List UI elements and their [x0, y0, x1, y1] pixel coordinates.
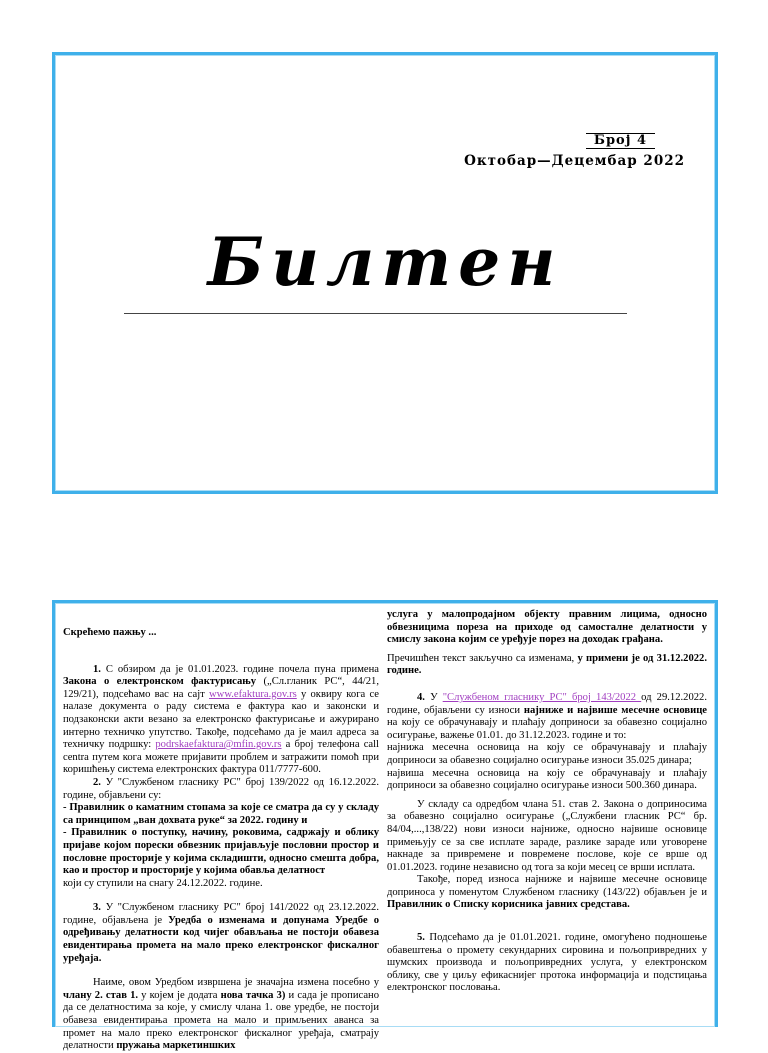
item-2-effective: који су ступили на снагу 24.12.2022. године. [63, 877, 263, 889]
item-1-text-d: у оквиру кога се налазе документа о раду система е фактура као и законски и подзаконски акти везано за електронско фактурисање и ажурирано интерно техничко упутство. Такође, подсећамо да је маил адреса за техничку подршку: [63, 688, 379, 751]
item-2-rulebook-2: - Правилник о поступку, начину, роковима, садржају и облику пријаве којом порески обвезник пријављује пословни простор и пословне просторије у којима складишти, односно смешта добра, као и простор и просторије у којима обавља делатност [63, 827, 379, 877]
item-4-text-d: на коју се обрачунавају и плаћају доприноси за обавезно социјално осигурање, важење 01.01. до 31.12.2023. године и то: [387, 717, 707, 741]
cleaned-text-a: Пречишћен текст закључно са изменама, [387, 652, 578, 664]
title-divider [124, 313, 627, 314]
item-4-rulebook: Правилник о Списку корисника јавних средстава. [387, 899, 630, 911]
item-3-details [63, 977, 379, 1053]
item-3-regulation: Уредба о изменама и допунама Уредбе о одређивању делатности код чијег обављања не постоји обавеза евидентирања промета на мало преко електронског фискалног уређаја. [63, 914, 379, 964]
support-email-link[interactable]: podrskaefaktura@mfin.gov.rs [155, 739, 282, 751]
item-2-text-a: У "Службеном гласнику РС" број 139/2022 од 16.12.2022. године, објављени су: [63, 776, 379, 801]
item-1-law-name: Закона о електронском фактурисању [63, 676, 257, 688]
item-4-also [387, 874, 707, 912]
item-4-law-reference: У складу са одредбом члана 51. став 2. Закона о доприносима за обавезно социјално осигурање („Службени гласник РС“ бр. 84/04,...,138/22) нови износи најниже, односно највише основице примењују се за све исплате зараде, разлике зараде или уговорене накнаде за привремене и повремене послове, које се врше од 01.01.2023. године независно од тога за који месец се врши исплата. [387, 798, 707, 873]
item-5-text-a: Подсећамо да је 01.01.2021. године, омогућено подношење обавештења о промету секундарних сировина и пољопривредних у шумских производа и пољопривредних услуга, у електронском облику, све у циљу ефикаснијег протока информација и подстицања електронског пословања. [387, 932, 707, 994]
item-4-max-base: највиша месечна основица на коју се обрачунавају и плаћају доприноси за обавезно социјално осигурање износи 500.360 динара. [387, 767, 707, 792]
issue-number: Број 4 [586, 133, 655, 149]
gazette-143-link[interactable]: "Службеном гласнику РС" број 143/2022 [442, 691, 642, 703]
item-4-text-h: Такође, поред износа најниже и највише месечне основице доприноса у поменутом Службеном гласнику (143/22) објављен је и [387, 874, 707, 898]
item-1-number: 1. [93, 663, 101, 675]
left-column [63, 603, 379, 1053]
content-frame [52, 600, 718, 1052]
item-4-text-b: од 29.12.2022. године, објављени су износи [387, 691, 707, 716]
item-3-text-a: У "Службеном гласнику РС" број 141/2022 од 23.12.2022. године, објављена је [63, 902, 379, 926]
item-3-number: 3. [93, 902, 101, 914]
issue-period: Октобар—Децембар 2022 [464, 153, 685, 169]
cleaned-text-note [387, 653, 707, 678]
efaktura-link[interactable]: www.efaktura.gov.rs [209, 688, 297, 700]
item-4-number: 4. [417, 691, 425, 703]
cleaned-text-b: у примени је од 31.12.2022. године. [387, 652, 707, 677]
item-2 [63, 777, 379, 802]
item-4-min-base: најнижа месечна основица на коју се обрачунавају и плаћају доприноси за обавезно социјално осигурање износи 35.025 динара; [387, 742, 707, 766]
section-heading: Скрећемо пажњу ... [63, 627, 157, 638]
item-5-number: 5. [417, 932, 425, 944]
item-5 [387, 932, 707, 995]
item-3-text-g: и сада је прописано да се делатностима за које, у смислу члана 1. ове уредбе, не постоји обавеза евидентирања промета на мало и примљених аванса за промет на мало преко електронског фискалног уређаја, сматрају делатности [63, 989, 379, 1052]
right-column [387, 603, 707, 995]
item-4-text-a: У [424, 691, 443, 703]
item-1-text-e: а број телефона call centra путем кога можете пријавити проблем и затражити помоћ при коришћењу система електронских фактура 011/7777-600. [63, 739, 379, 776]
item-3-text-h: пружања маркетиншких [116, 1040, 236, 1052]
item-1-text-c: („Сл.гланик РС“, 44/21, 129/21), подсећамо вас на сајт [63, 676, 379, 700]
bulletin-title: Билтен [207, 223, 563, 301]
item-3-text-e: у којем је додата [138, 989, 221, 1001]
item-3-article: члану 2. став 1. [63, 989, 139, 1001]
item-2-rulebook-1: - Правилник о каматним стопама за које се сматра да су у складу са принципом „ван дохвата руке“ за 2022. годину и [63, 802, 379, 826]
item-1-text-a: С обзиром да је 01.01.2023. године почела пуна примена [100, 663, 379, 675]
item-3-text-c: Наиме, овом Уредбом извршена је значајна измена посебно у [93, 977, 379, 989]
item-3 [63, 902, 379, 965]
item-2-number: 2. [93, 776, 101, 788]
item-4 [387, 692, 707, 742]
item-1 [63, 664, 379, 777]
item-4-base-bold: најниже и највише месечне основице [523, 704, 708, 716]
item-3-new-point: нова тачка 3) [220, 989, 286, 1001]
issue-block [464, 133, 685, 169]
cover-frame [52, 52, 718, 494]
item-3-continuation: услуга у малопродајном објекту правним лицима, односно обвезницима пореза на приходе од самосталне делатности у смислу закона којим се уређује порез на доходак грађана. [387, 609, 707, 646]
